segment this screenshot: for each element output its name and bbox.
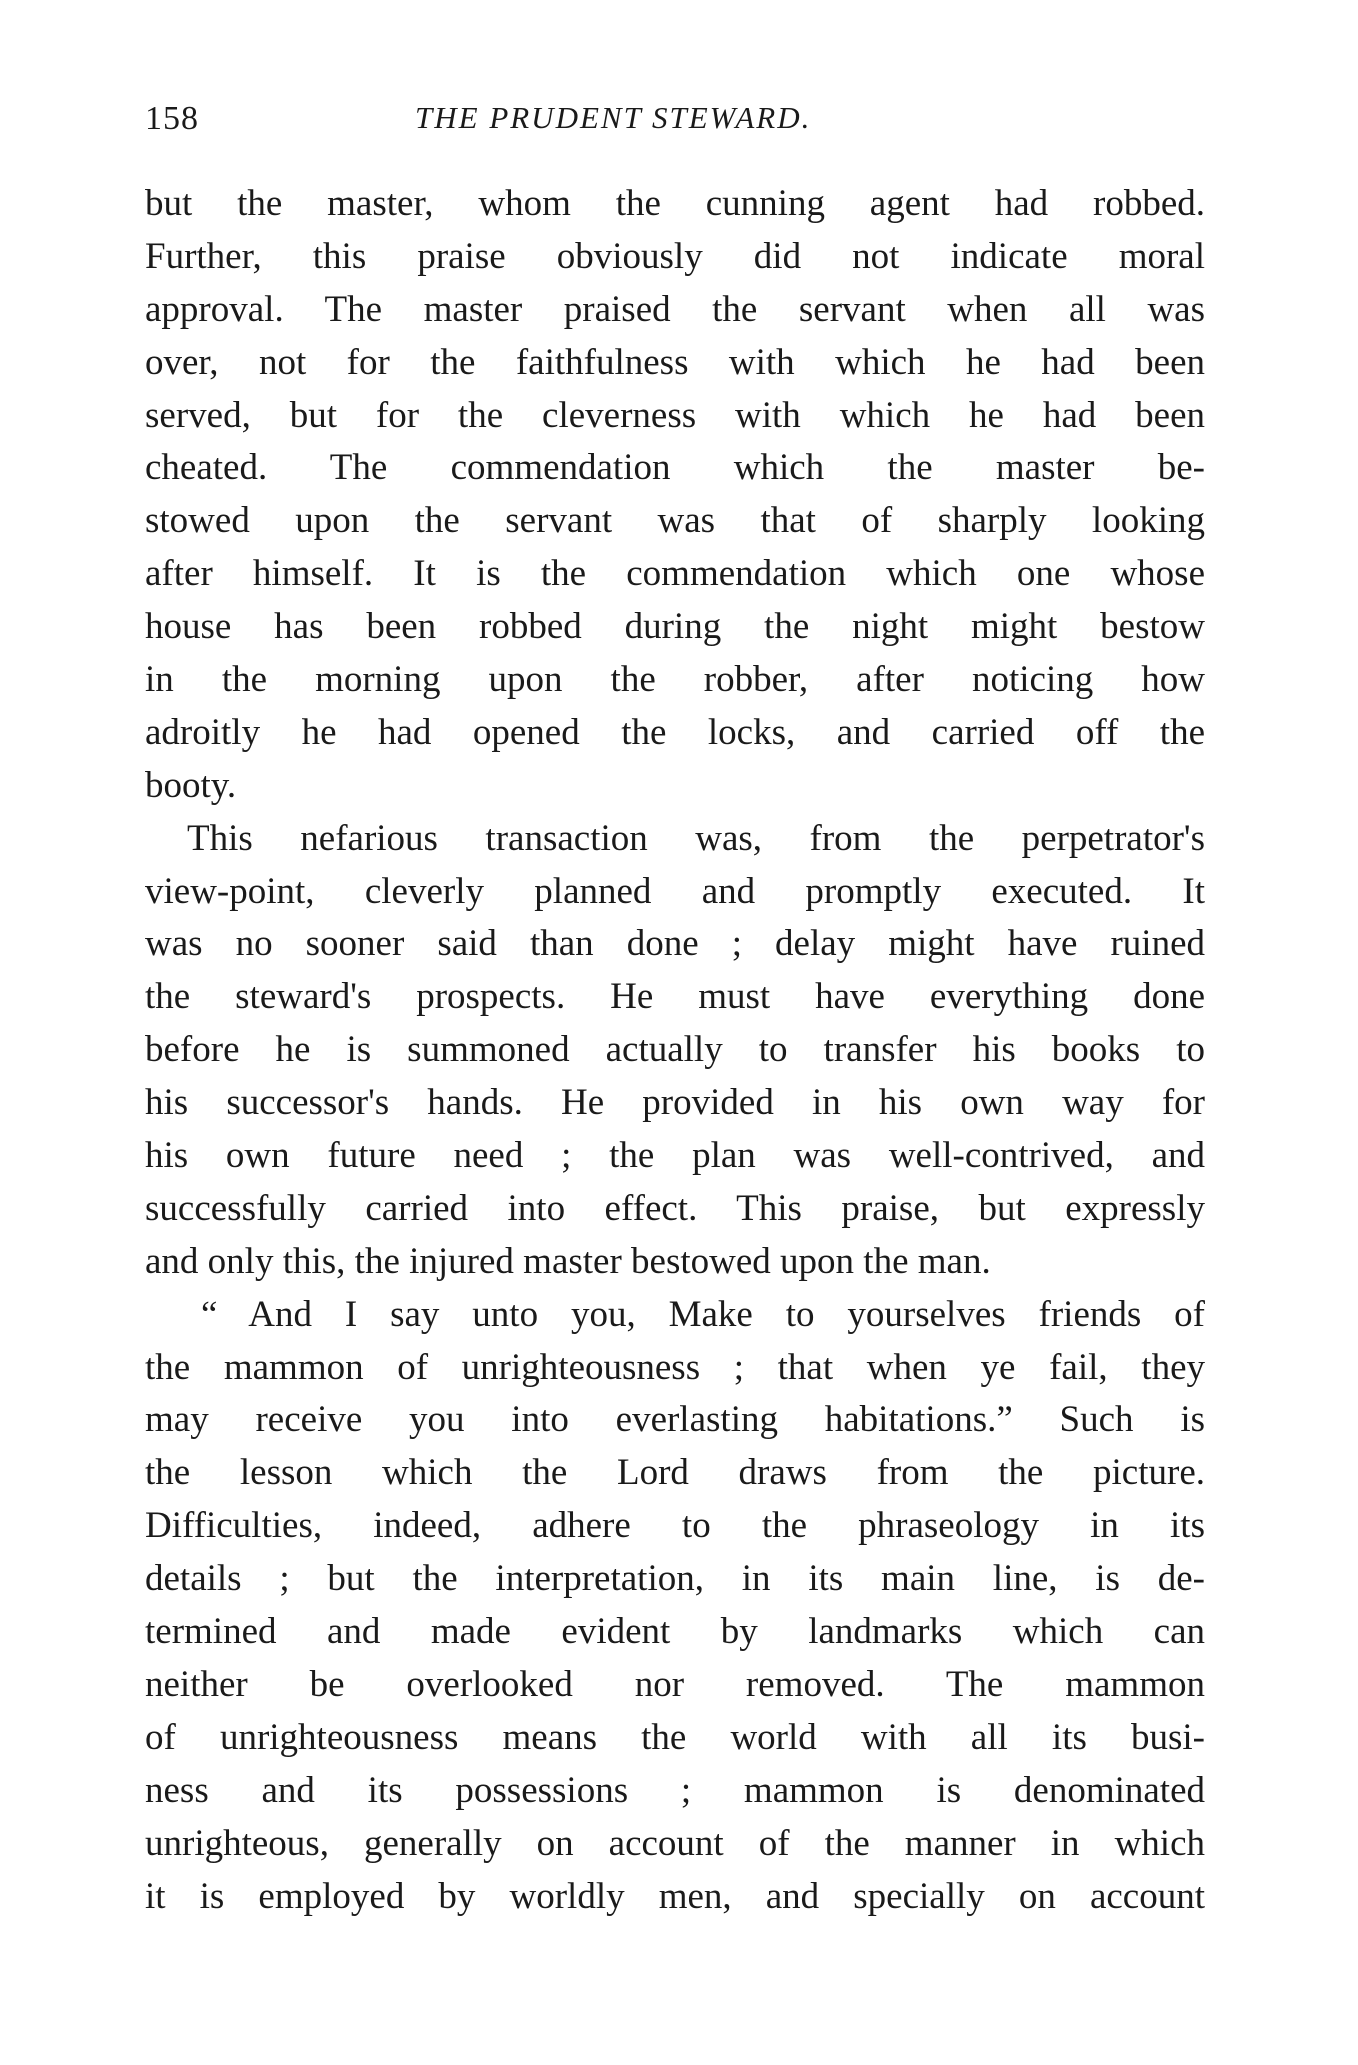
body-text — [145, 178, 1205, 1923]
text-line: after himself. It is the commendation which one whose — [145, 553, 1205, 595]
running-head — [145, 100, 1205, 144]
text-line: Difficulties, indeed, adhere to the phraseology in its — [145, 1505, 1205, 1547]
text-line: ness and its possessions ; mammon is denominated — [145, 1769, 1205, 1811]
text-line: the steward's prospects. He must have everything done — [145, 976, 1205, 1018]
text-line: Further, this praise obviously did not indicate moral — [145, 235, 1205, 277]
text-line: approval. The master praised the servant when all was — [145, 288, 1205, 330]
text-line: the mammon of unrighteousness ; that when ye fail, they — [145, 1346, 1205, 1388]
text-line: house has been robbed during the night might bestow — [145, 606, 1205, 648]
text-line: neither be overlooked nor removed. The mammon — [145, 1663, 1205, 1705]
text-line: may receive you into everlasting habitations.” Such is — [145, 1399, 1205, 1441]
text-line: served, but for the cleverness with which he had been — [145, 394, 1205, 436]
text-line: and only this, the injured master bestowed upon the man. — [145, 1240, 991, 1282]
text-line: in the morning upon the robber, after noticing how — [145, 659, 1205, 701]
text-line: the lesson which the Lord draws from the picture. — [145, 1452, 1205, 1494]
text-line: “ And I say unto you, Make to yourselves friends of — [201, 1293, 1205, 1335]
text-line: but the master, whom the cunning agent had robbed. — [145, 183, 1205, 224]
running-title: THE PRUDENT STEWARD. — [415, 100, 812, 135]
text-line: booty. — [145, 764, 237, 806]
text-line: cheated. The commendation which the master be- — [145, 447, 1205, 489]
text-line: unrighteous, generally on account of the manner in which — [145, 1822, 1205, 1864]
text-line: his own future need ; the plan was well-contrived, and — [145, 1135, 1205, 1177]
text-line: of unrighteousness means the world with all its busi- — [145, 1716, 1205, 1758]
text-line: details ; but the interpretation, in its main line, is de- — [145, 1558, 1205, 1600]
text-line: over, not for the faithfulness with which he had been — [145, 341, 1205, 383]
page-number: 158 — [145, 100, 199, 137]
text-line: stowed upon the servant was that of sharply looking — [145, 500, 1205, 542]
text-line: his successor's hands. He provided in his own way for — [145, 1082, 1205, 1124]
text-line: it is employed by worldly men, and specially on account — [145, 1875, 1205, 1917]
text-line: view-point, cleverly planned and promptly executed. It — [145, 870, 1205, 912]
text-line: was no sooner said than done ; delay might have ruined — [145, 923, 1205, 965]
text-line: termined and made evident by landmarks which can — [145, 1611, 1205, 1653]
text-line: successfully carried into effect. This praise, but expressly — [145, 1187, 1205, 1229]
text-line: before he is summoned actually to transfer his books to — [145, 1029, 1205, 1071]
text-line: This nefarious transaction was, from the perpetrator's — [187, 817, 1205, 859]
text-line: adroitly he had opened the locks, and carried off the — [145, 711, 1205, 753]
